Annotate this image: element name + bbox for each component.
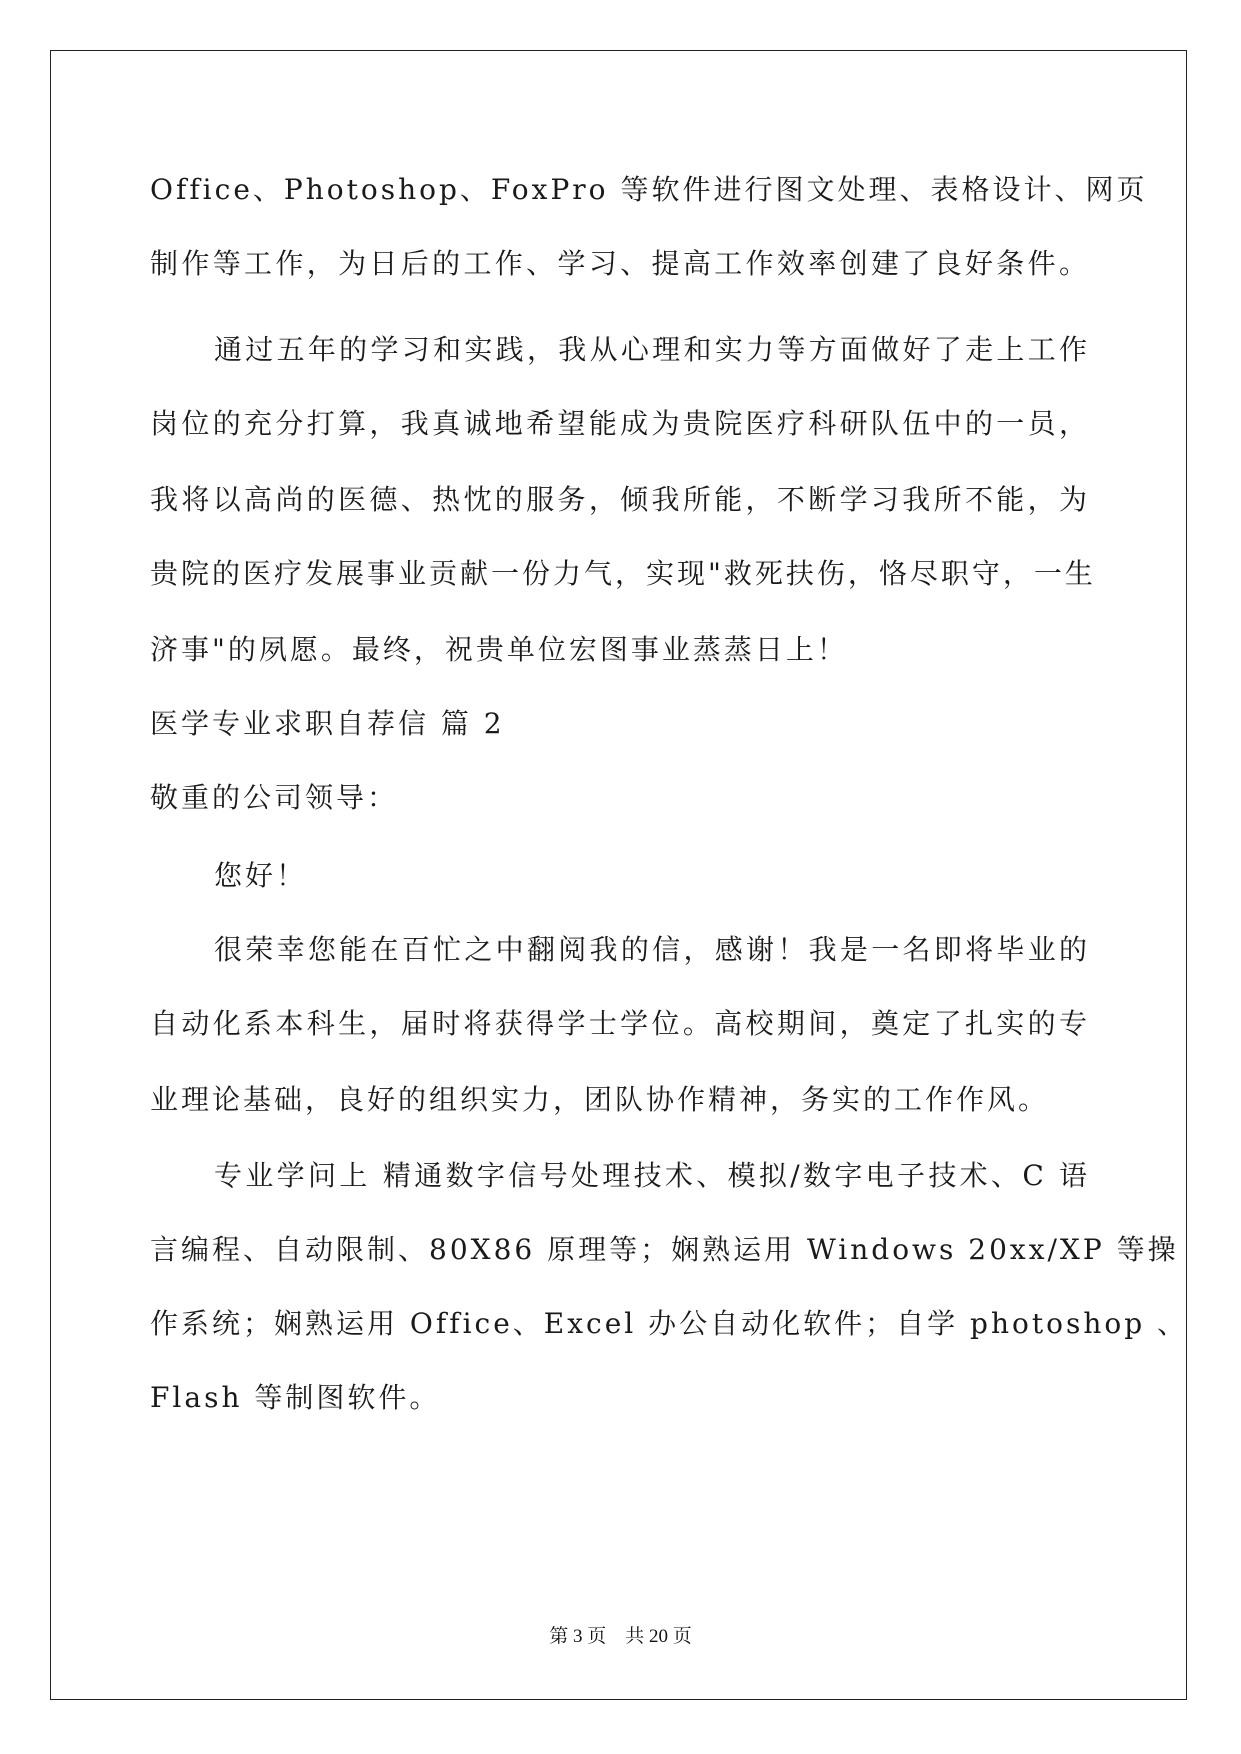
page-number-footer: 第 3 页 共 20 页: [549, 1626, 692, 1647]
paragraph-line: Office、Photoshop、FoxPro 等软件进行图文处理、表格设计、网页: [150, 173, 1148, 206]
paragraph-line: 专业学问上 精通数字信号处理技术、模拟/数字电子技术、C 语: [214, 1159, 1090, 1192]
paragraph-line: 言编程、自动限制、80X86 原理等；娴熟运用 Windows 20xx/XP 等操: [150, 1233, 1179, 1266]
paragraph-line: 很荣幸您能在百忙之中翻阅我的信，感谢！我是一名即将毕业的: [214, 933, 1090, 966]
paragraph-line: 自动化系本科生，届时将获得学士学位。高校期间，奠定了扎实的专: [150, 1007, 1090, 1040]
paragraph-line: 作系统；娴熟运用 Office、Excel 办公自动化软件；自学 photoshop 、: [150, 1307, 1189, 1340]
paragraph-line: 制作等工作，为日后的工作、学习、提高工作效率创建了良好条件。: [150, 247, 1090, 280]
paragraph-line: 济事"的夙愿。最终，祝贵单位宏图事业蒸蒸日上！: [150, 633, 848, 666]
paragraph-line: 我将以高尚的医德、热忱的服务，倾我所能，不断学习我所不能，为: [150, 483, 1090, 516]
paragraph-line: 岗位的充分打算，我真诚地希望能成为贵院医疗科研队伍中的一员，: [150, 407, 1090, 440]
paragraph-line: 贵院的医疗发展事业贡献一份力气，实现"救死扶伤，恪尽职守，一生: [150, 557, 1096, 590]
section-heading: 医学专业求职自荐信 篇 2: [150, 707, 505, 740]
greeting: 您好！: [214, 859, 308, 892]
paragraph-line: 业理论基础，良好的组织实力，团队协作精神，务实的工作作风。: [150, 1083, 1050, 1116]
paragraph-line: Flash 等制图软件。: [150, 1381, 441, 1414]
paragraph-line: 通过五年的学习和实践，我从心理和实力等方面做好了走上工作: [214, 333, 1090, 366]
salutation: 敬重的公司领导：: [150, 781, 399, 814]
